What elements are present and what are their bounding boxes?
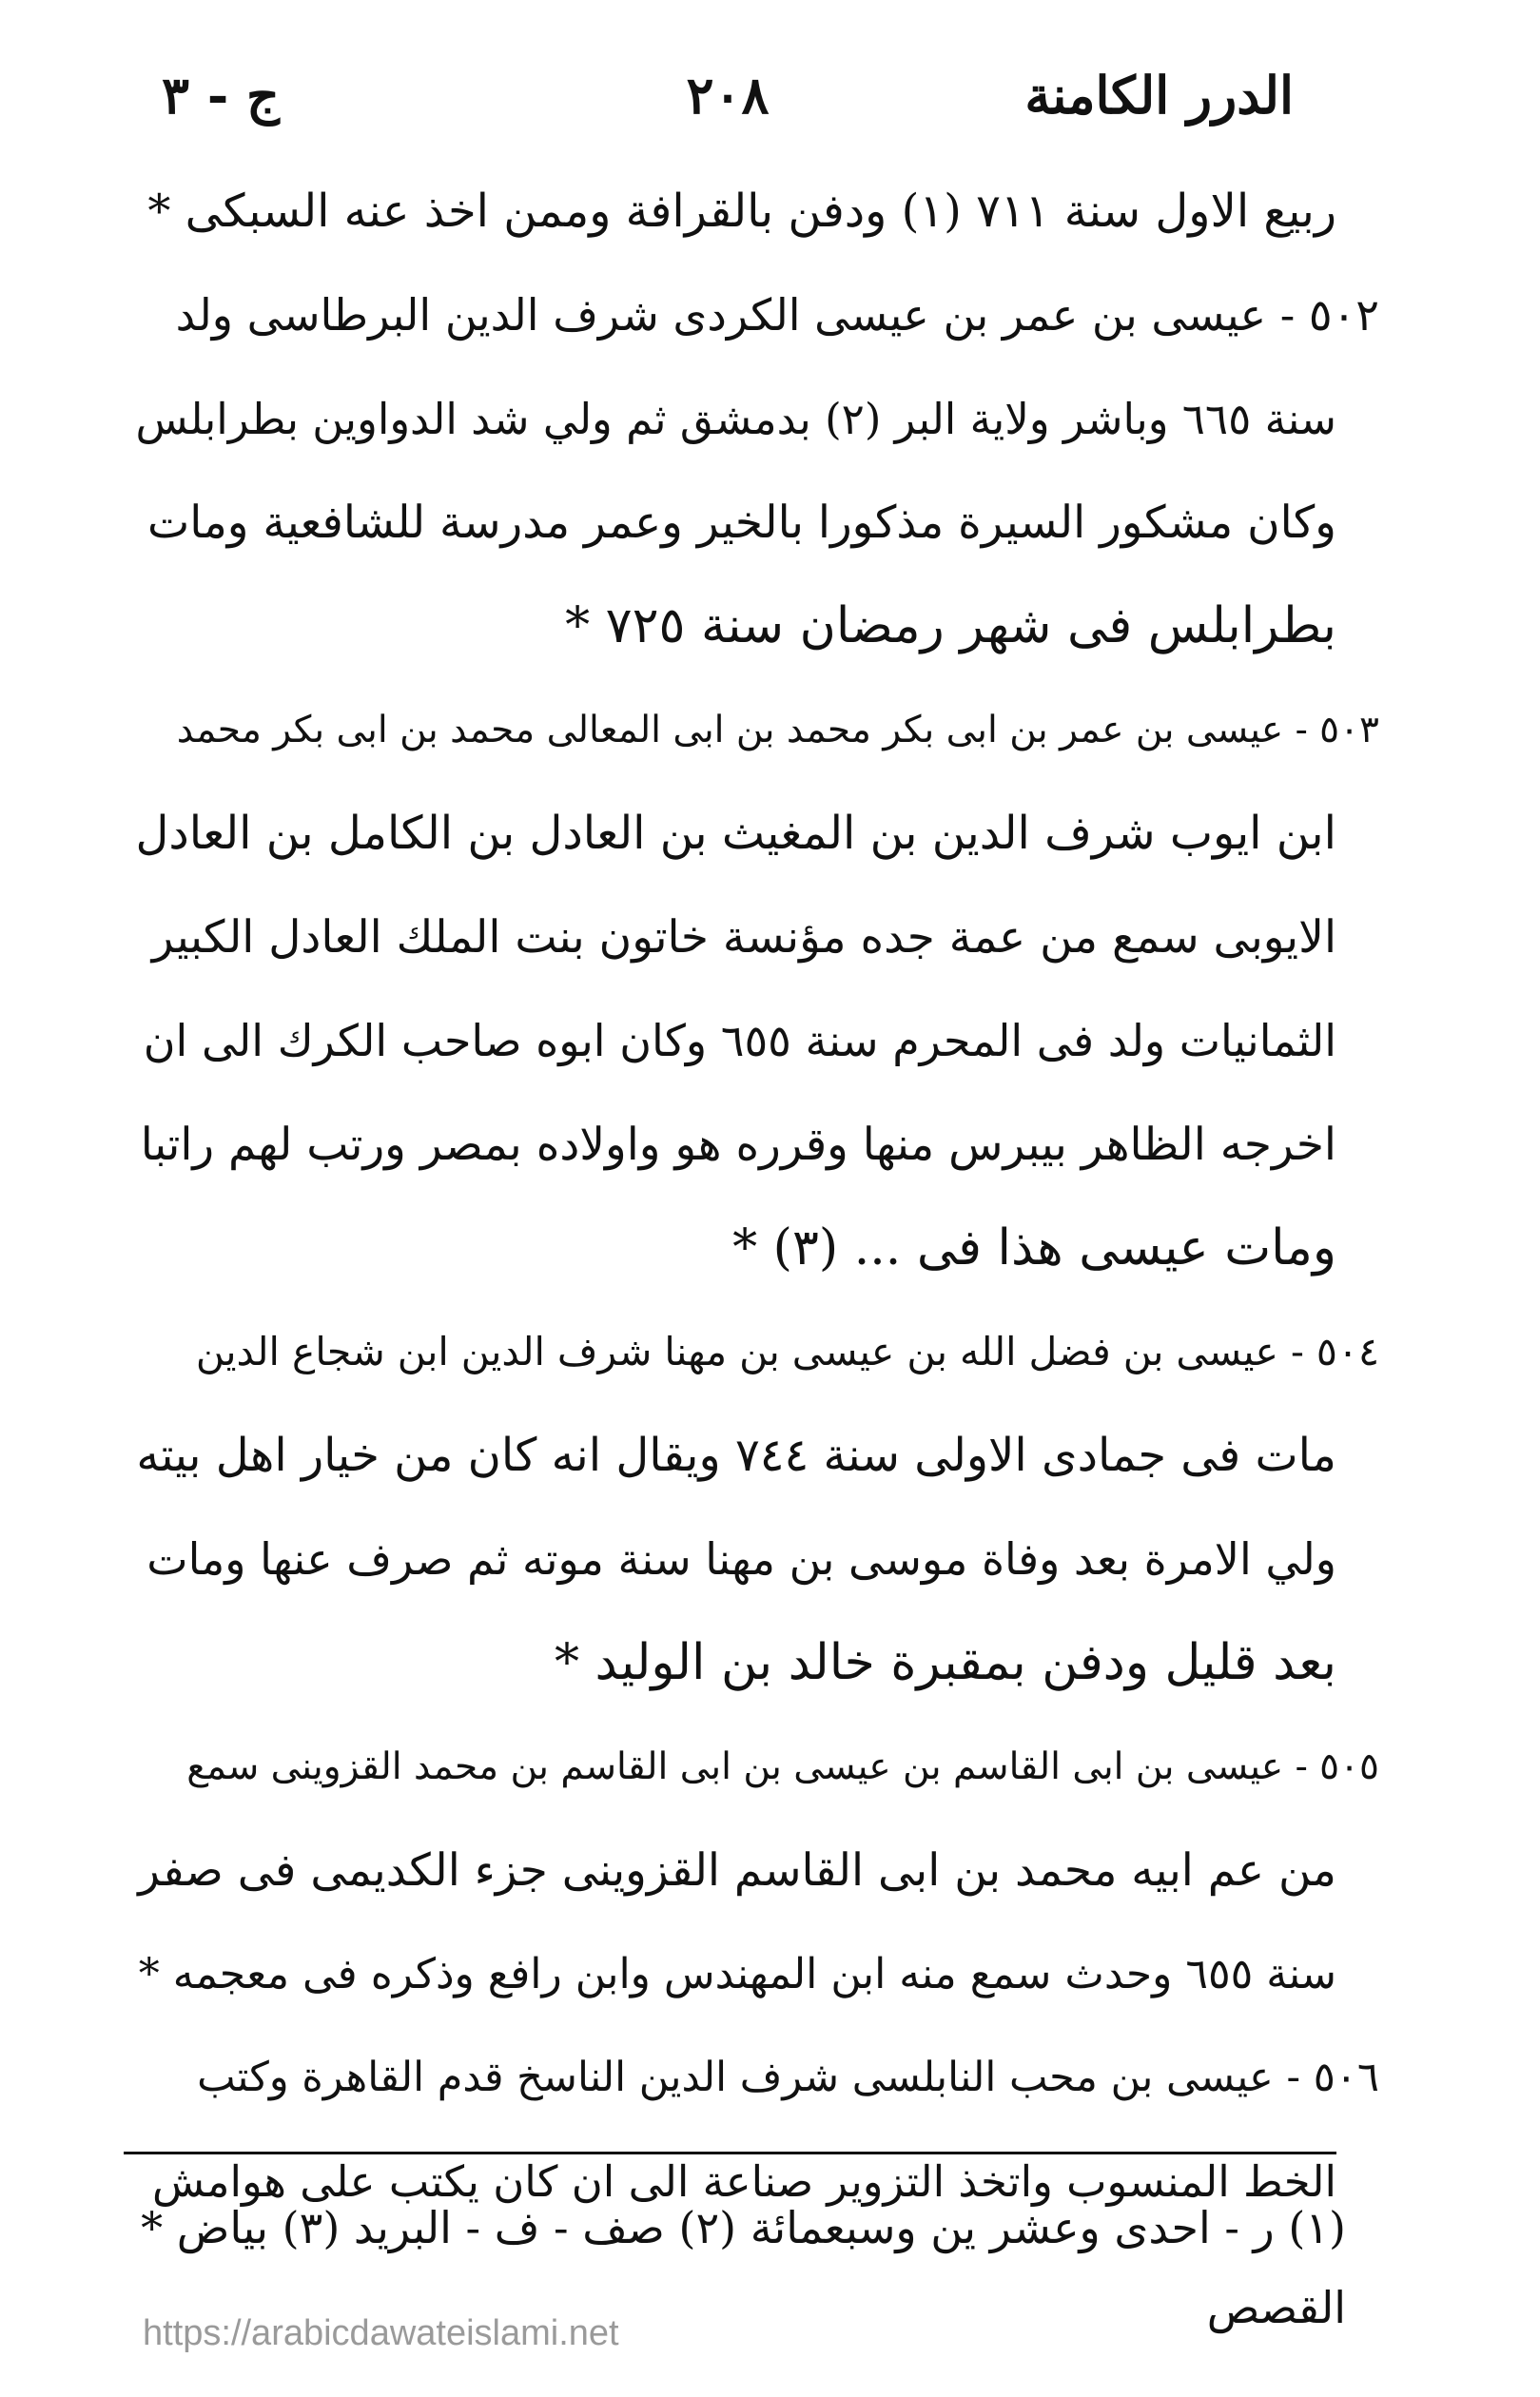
text-line: ولي الامرة بعد وفاة موسى بن مهنا سنة موته ثم صرف عنها ومات (146, 1533, 1336, 1585)
running-header (162, 55, 1294, 160)
text-line: ومات عيسى هذا فى ... (٣) * (732, 1219, 1336, 1276)
footnote-divider (124, 2152, 1336, 2154)
text-line: اخرجه الظاهر بيبرس منها وقرره هو واولاده بمصر ورتب لهم راتبا (140, 1119, 1336, 1171)
text-line: الثمانيات ولد فى المحرم سنة ٦٥٥ وكان ابوه صاحب الكرك الى ان (143, 1015, 1336, 1066)
text-line: بطرابلس فى شهر رمضان سنة ٧٢٥ * (565, 597, 1336, 654)
text-line: وكان مشكور السيرة مذكورا بالخير وعمر مدرسة للشافعية ومات (147, 497, 1336, 549)
text-line: مات فى جمادى الاولى سنة ٧٤٤ ويقال انه كان من خيار اهل بيته (136, 1429, 1336, 1482)
page-number: ٢٠٨ (686, 65, 770, 126)
book-title: الدرر الكامنة (1024, 65, 1294, 126)
text-line: الايوبى سمع من عمة جده مؤنسة خاتون بنت الملك العادل الكبير (151, 911, 1336, 964)
footnote-line: القصص (1206, 2282, 1346, 2333)
text-line: الخط المنسوب واتخذ التزوير صناعة الى ان كان يكتب على هوامش (152, 2156, 1336, 2207)
entry-503-line: ٥٠٣ - عيسى بن عمر بن ابى بكر محمد بن ابى المعالى محمد بن ابى بكر محمد (176, 709, 1379, 751)
entry-504-line: ٥٠٤ - عيسى بن فضل الله بن عيسى بن مهنا شرف الدين ابن شجاع الدين (195, 1329, 1379, 1374)
volume-label: ج - ٣ (162, 65, 280, 126)
text-line: من عم ابيه محمد بن ابى القاسم القزوينى جزء الكديمى فى صفر (138, 1844, 1336, 1897)
text-line: ابن ايوب شرف الدين بن المغيث بن العادل بن الكامل بن العادل (135, 807, 1336, 860)
main-text (133, 160, 1379, 2233)
entry-506-line: ٥٠٦ - عيسى بن محب النابلسى شرف الدين الناسخ قدم القاهرة وكتب (197, 2054, 1379, 2101)
text-line: ربيع الاول سنة ٧١١ (١) ودفن بالقرافة وممن اخذ عنه السبكى * (147, 185, 1336, 238)
text-line: سنة ٦٦٥ وباشر ولاية البر (٢) بدمشق ثم ولي شد الدواوين بطرابلس (135, 394, 1336, 444)
text-line: بعد قليل ودفن بمقبرة خالد بن الوليد * (554, 1634, 1336, 1691)
text-line: سنة ٦٥٥ وحدث سمع منه ابن المهندس وابن رافع وذكره فى معجمه * (138, 1950, 1336, 1998)
entry-505-line: ٥٠٥ - عيسى بن ابى القاسم بن عيسى بن ابى القاسم بن محمد القزوينى سمع (186, 1745, 1379, 1788)
entry-502-line: ٥٠٢ - عيسى بن عمر بن عيسى الكردى شرف الدين البرطاسى ولد (175, 289, 1379, 341)
footnote-line: (١) ر - احدى وعشر ين وسبعمائة (٢) صف - ف - البريد (٣) بياض * (141, 2202, 1346, 2253)
source-watermark: https://arabicdawateislami.net (143, 2313, 619, 2353)
